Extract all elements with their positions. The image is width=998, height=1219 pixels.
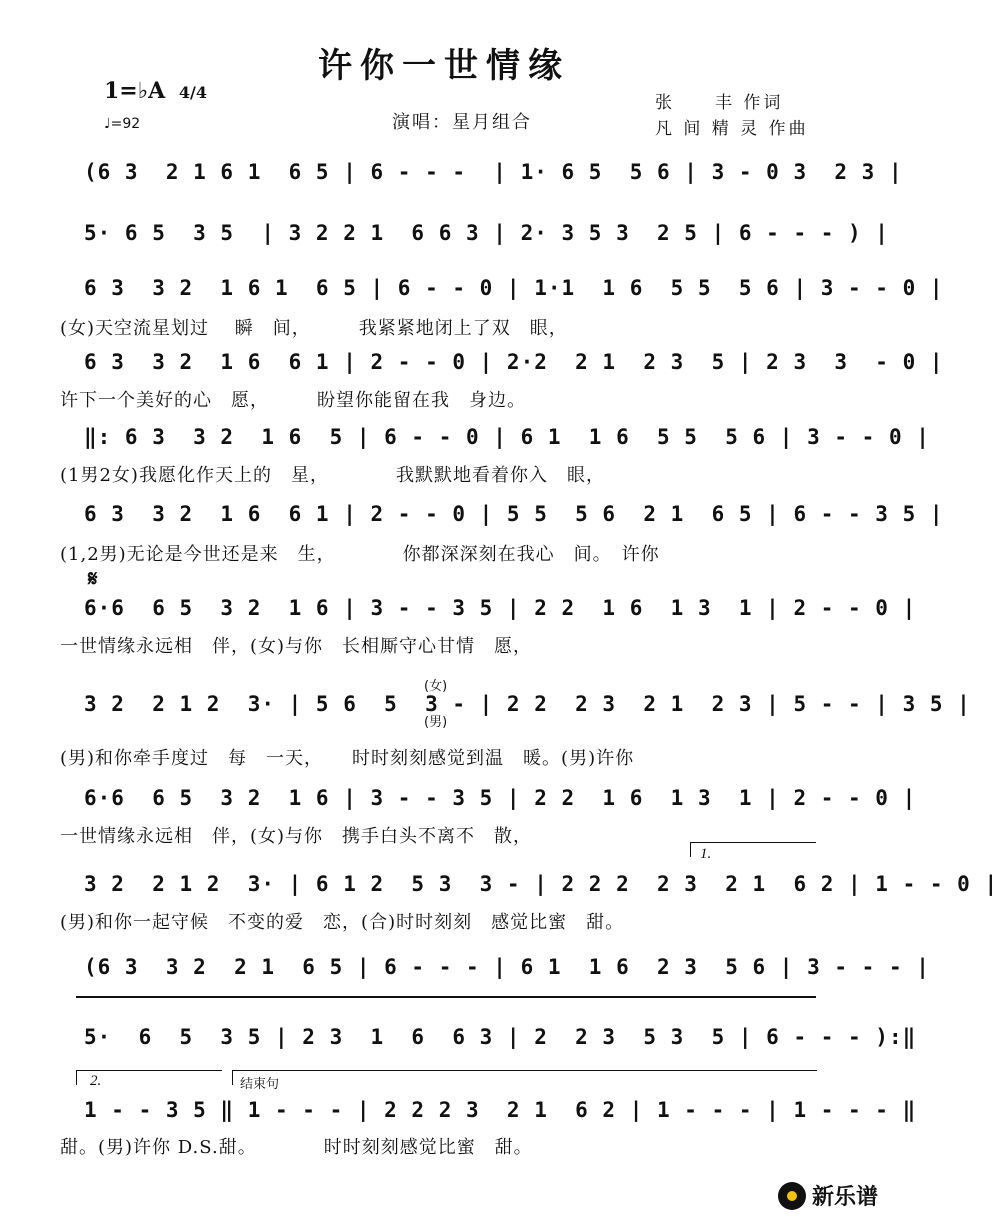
- second-ending-label: 2.: [90, 1073, 102, 1089]
- lyric-line-8: (男)和你牵手度过 每 一天， 时时刻刻感觉到温 暖。(男)许你: [60, 748, 635, 769]
- coda-label: 结束句: [240, 1077, 280, 1092]
- female-part-tag: (女): [424, 679, 448, 694]
- lyric-line-5: (1男2女)我愿化作天上的 星， 我默默地看着你入 眼，: [60, 465, 605, 486]
- first-ending-label: 1.: [700, 846, 712, 862]
- score-line-5: ‖: 6 3 3 2 1 6 5 | 6 - - 0 | 6 1 1 6 5 5 5 6 | 3 - - 0 |: [84, 425, 930, 449]
- lyric-line-3: (女)天空流星划过 瞬 间， 我紧紧地闭上了双 眼，: [60, 318, 568, 339]
- site-logo: [778, 1180, 878, 1211]
- logo-text: 新乐谱: [811, 1185, 878, 1210]
- time-signature: 4/4: [178, 83, 207, 102]
- coda-bracket: [232, 1070, 817, 1085]
- score-line-1: (6 3 2 1 6 1 6 5 | 6 - - - | 1· 6 5 5 6 | 3 - 0 3 2 3 |: [84, 160, 903, 184]
- score-line-9: 6·6 6 5 3 2 1 6 | 3 - - 3 5 | 2 2 1 6 1 3 1 | 2 - - 0 |: [84, 786, 917, 810]
- lyric-line-7: 一世情缘永远相 伴，(女)与你 长相厮守心甘情 愿，: [60, 636, 533, 657]
- score-line-6: 6 3 3 2 1 6 6 1 | 2 - - 0 | 5 5 5 6 2 1 6 5 | 6 - - 3 5 |: [84, 502, 944, 526]
- key-label: 1=♭A: [104, 78, 166, 104]
- song-title: 许你一世情缘: [318, 46, 570, 86]
- composer-credit: 凡 间 精 灵 作曲: [655, 119, 809, 139]
- record-disc-icon: [778, 1182, 806, 1210]
- lyric-line-13: 甜。(男)许你 D.S.甜。 时时刻刻感觉比蜜 甜。: [60, 1137, 533, 1158]
- lyric-line-10: (男)和你一起守候 不变的爱 恋，(合)时时刻刻 感觉比蜜 甜。: [60, 912, 625, 933]
- tempo-marking: ♩=92: [104, 116, 141, 132]
- score-line-7: 6·6 6 5 3 2 1 6 | 3 - - 3 5 | 2 2 1 6 1 3 1 | 2 - - 0 |: [84, 596, 917, 620]
- section-rule: [76, 996, 816, 998]
- score-line-3: 6 3 3 2 1 6 1 6 5 | 6 - - 0 | 1·1 1 6 5 5 5 6 | 3 - - 0 |: [84, 276, 944, 300]
- lyric-line-6: (1,2男)无论是今世还是来 生， 你都深深刻在我心 间。 许你: [60, 544, 660, 565]
- score-line-10: 3 2 2 1 2 3· | 6 1 2 5 3 3 - | 2 2 2 2 3 2 1 6 2 | 1 - - 0 |: [84, 872, 998, 896]
- score-line-12: 5· 6 5 3 5 | 2 3 1 6 6 3 | 2 2 3 5 3 5 | 6 - - - ):‖: [84, 1025, 917, 1049]
- lyricist-credit: 张 丰 作词: [655, 93, 784, 113]
- lyric-line-4: 许下一个美好的心 愿， 盼望你能留在我 身边。: [60, 390, 526, 411]
- score-line-13: 1 - - 3 5 ‖ 1 - - - | 2 2 2 3 2 1 6 2 | 1 - - - | 1 - - - ‖: [84, 1098, 917, 1122]
- segno-sign: 𝄋: [88, 566, 98, 592]
- score-line-4: 6 3 3 2 1 6 6 1 | 2 - - 0 | 2·2 2 1 2 3 5 | 2 3 3 - 0 |: [84, 350, 944, 374]
- score-line-8: 3 2 2 1 2 3· | 5 6 5 3 - | 2 2 2 3 2 1 2 3 | 5 - - | 3 5 |: [84, 692, 971, 716]
- lyric-line-9: 一世情缘永远相 伴，(女)与你 携手白头不离不 散，: [60, 826, 533, 847]
- male-part-tag: (男): [424, 715, 448, 730]
- score-line-11: (6 3 3 2 2 1 6 5 | 6 - - - | 6 1 1 6 2 3 5 6 | 3 - - - |: [84, 955, 930, 979]
- singer-credit: 演唱：星月组合: [392, 112, 532, 133]
- score-line-2: 5· 6 5 3 5 | 3 2 2 1 6 6 3 | 2· 3 5 3 2 5 | 6 - - - ) |: [84, 221, 889, 245]
- key-signature: [104, 78, 207, 104]
